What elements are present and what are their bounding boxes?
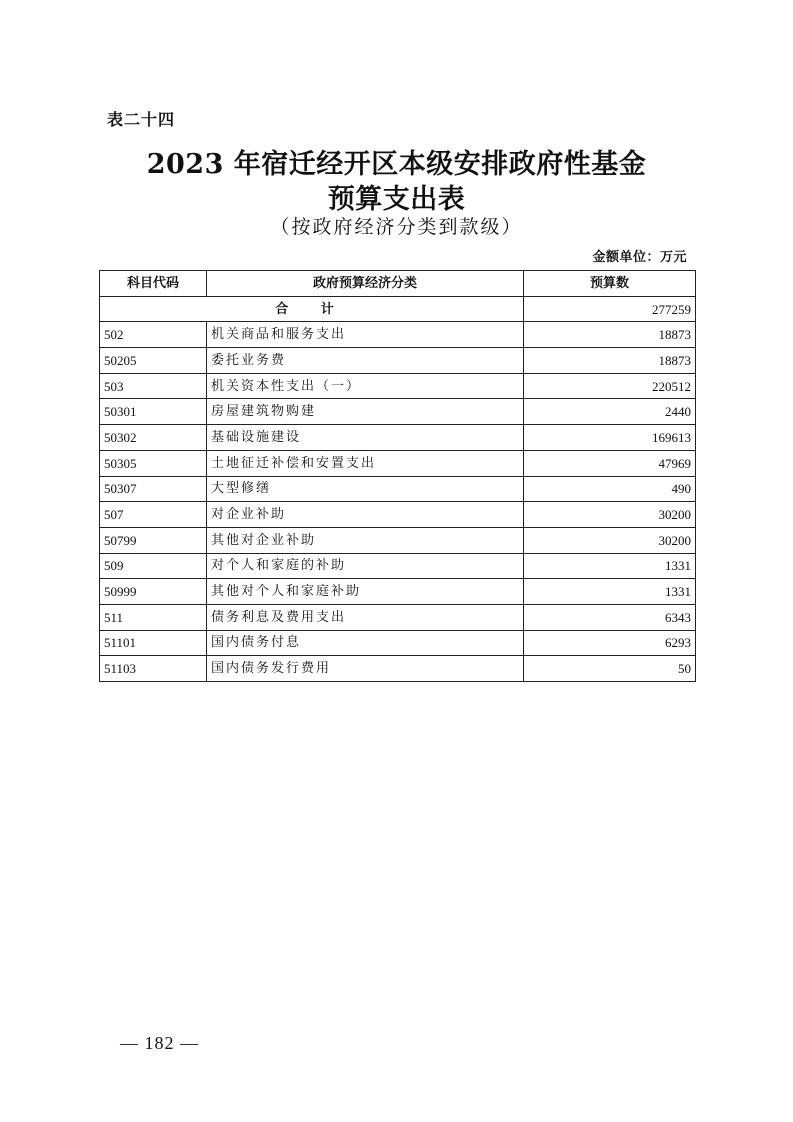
table-row <box>100 553 696 579</box>
row-amount: 2440 <box>524 399 696 425</box>
table-row <box>100 322 696 348</box>
total-row <box>100 296 696 322</box>
row-code: 50205 <box>100 348 207 374</box>
row-name: 大型修缮 <box>207 476 524 502</box>
row-name: 机关资本性支出（一） <box>207 373 524 399</box>
row-amount: 6343 <box>524 604 696 630</box>
table-row <box>100 579 696 605</box>
row-name: 国内债务付息 <box>207 630 524 656</box>
row-amount: 1331 <box>524 579 696 605</box>
row-amount: 490 <box>524 476 696 502</box>
page-subtitle: （按政府经济分类到款级） <box>270 216 523 238</box>
table-row <box>100 373 696 399</box>
row-name: 机关商品和服务支出 <box>207 322 524 348</box>
row-code: 51101 <box>100 630 207 656</box>
row-amount: 30200 <box>524 502 696 528</box>
row-amount: 47969 <box>524 450 696 476</box>
table-header-row <box>100 271 696 297</box>
row-amount: 169613 <box>524 425 696 451</box>
row-name: 对企业补助 <box>207 502 524 528</box>
table-row <box>100 399 696 425</box>
row-amount: 6293 <box>524 630 696 656</box>
row-amount: 50 <box>524 656 696 682</box>
row-amount: 30200 <box>524 527 696 553</box>
table-row <box>100 476 696 502</box>
row-code: 50999 <box>100 579 207 605</box>
table-row <box>100 630 696 656</box>
row-code: 502 <box>100 322 207 348</box>
row-code: 50302 <box>100 425 207 451</box>
row-code: 50305 <box>100 450 207 476</box>
row-name: 委托业务费 <box>207 348 524 374</box>
row-code: 50301 <box>100 399 207 425</box>
total-label: 合 计 <box>100 296 524 322</box>
row-code: 51103 <box>100 656 207 682</box>
table-row <box>100 656 696 682</box>
row-name: 房屋建筑物购建 <box>207 399 524 425</box>
header-code: 科目代码 <box>100 271 207 297</box>
table-row <box>100 527 696 553</box>
row-name: 土地征迁补偿和安置支出 <box>207 450 524 476</box>
row-code: 507 <box>100 502 207 528</box>
row-code: 511 <box>100 604 207 630</box>
row-code: 503 <box>100 373 207 399</box>
row-code: 509 <box>100 553 207 579</box>
page-title-line2: 预算支出表 <box>327 184 466 215</box>
row-name: 其他对企业补助 <box>207 527 524 553</box>
page-title: 2023 年宿迁经开区本级安排政府性基金 <box>146 149 647 180</box>
total-amount: 277259 <box>524 296 696 322</box>
row-name: 对个人和家庭的补助 <box>207 553 524 579</box>
row-name: 其他对个人和家庭补助 <box>207 579 524 605</box>
header-amount: 预算数 <box>524 271 696 297</box>
row-amount: 220512 <box>524 373 696 399</box>
row-amount: 18873 <box>524 322 696 348</box>
row-code: 50799 <box>100 527 207 553</box>
table-row <box>100 502 696 528</box>
row-amount: 1331 <box>524 553 696 579</box>
table-row <box>100 450 696 476</box>
unit-note: 金额单位：万元 <box>592 250 687 265</box>
table-label: 表二十四 <box>107 110 176 129</box>
header-name: 政府预算经济分类 <box>207 271 524 297</box>
page-number: — 182 — <box>120 1033 199 1053</box>
table-row <box>100 348 696 374</box>
row-code: 50307 <box>100 476 207 502</box>
row-name: 基础设施建设 <box>207 425 524 451</box>
row-name: 国内债务发行费用 <box>207 656 524 682</box>
budget-table <box>99 270 696 682</box>
table-row <box>100 604 696 630</box>
row-amount: 18873 <box>524 348 696 374</box>
table-row <box>100 425 696 451</box>
row-name: 债务利息及费用支出 <box>207 604 524 630</box>
